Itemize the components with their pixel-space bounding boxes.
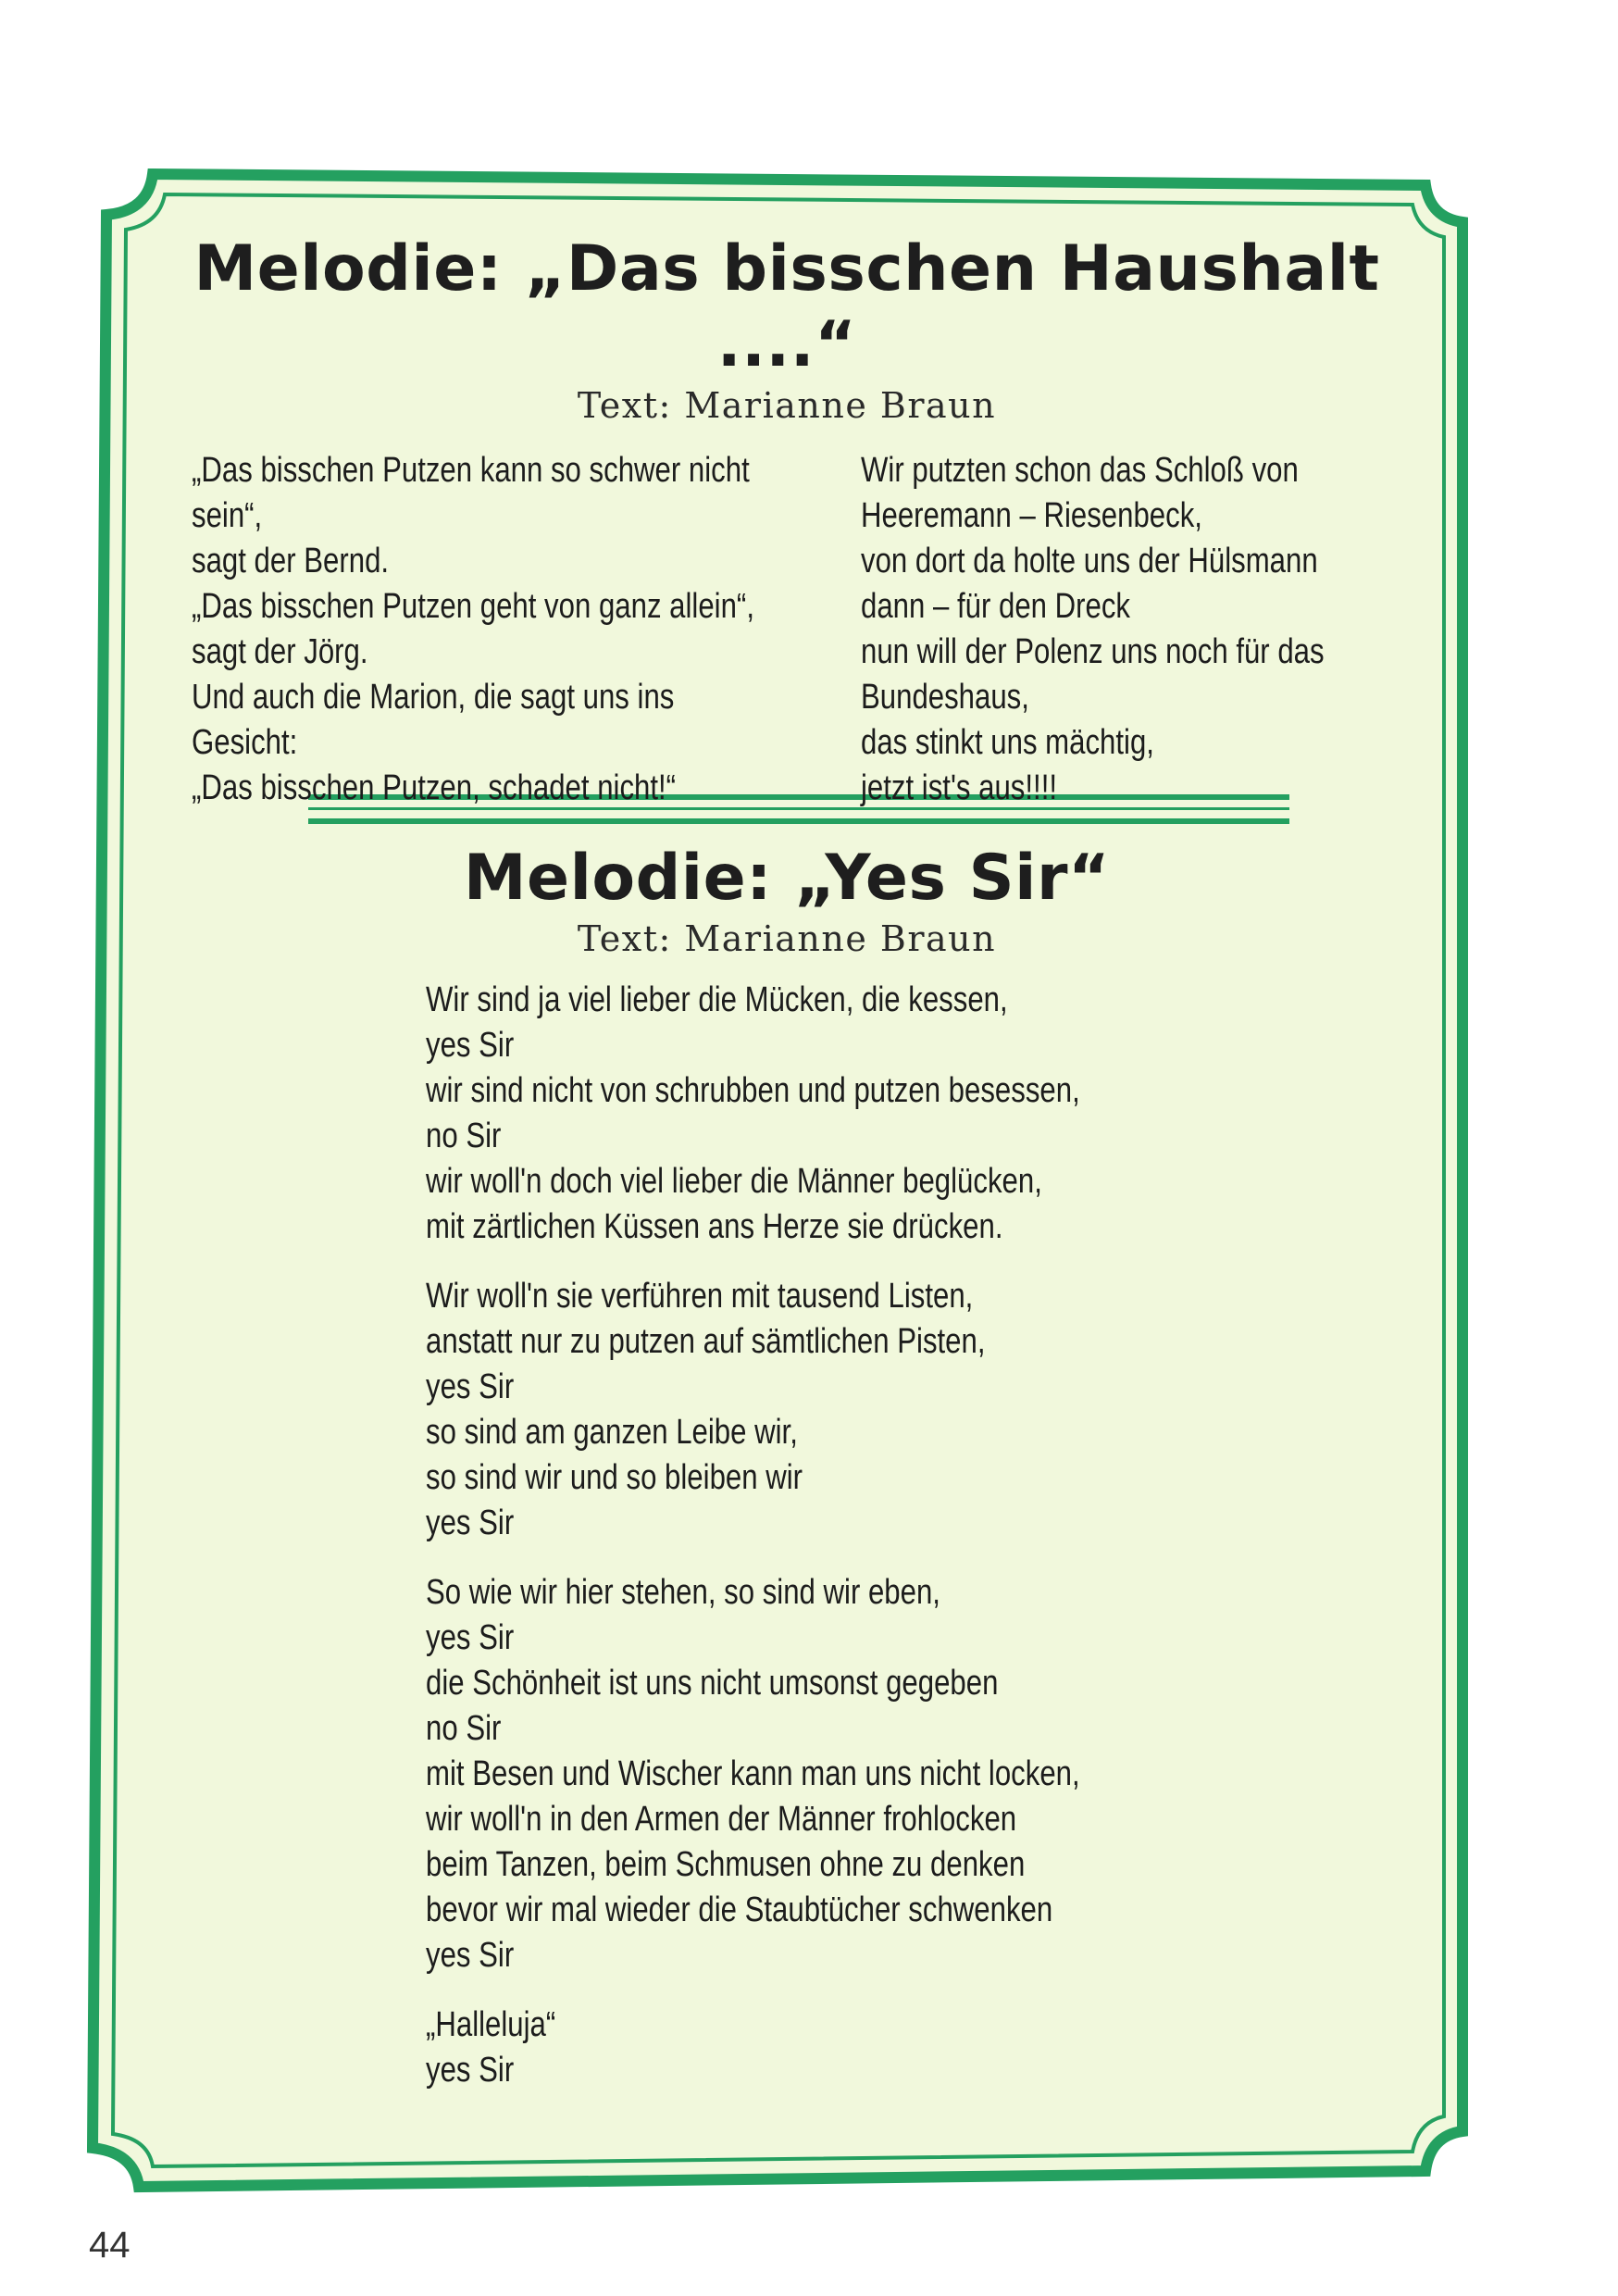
- song-1: [148, 231, 1425, 818]
- verse-line: „Das bisschen Putzen geht von ganz allein“,: [192, 587, 754, 626]
- song-1-author: Text: Marianne Braun: [577, 385, 997, 426]
- song-1-title: Melodie: „Das bisschen Haushalt ....“: [193, 232, 1380, 381]
- verse-line: „Das bisschen Putzen, schadet nicht!“: [192, 768, 677, 807]
- verse-line: no Sir: [426, 1709, 502, 1748]
- verse-line: wir woll'n in den Armen der Männer frohlocken: [426, 1800, 1017, 1839]
- verse-line: Gesicht:: [192, 723, 298, 762]
- verse-line: „Das bisschen Putzen kann so schwer nicht: [192, 451, 750, 490]
- verse-line: mit zärtlichen Küssen ans Herze sie drücken.: [426, 1207, 1003, 1246]
- verse-line: yes Sir: [426, 1026, 515, 1065]
- verse-line: Bundeshaus,: [861, 678, 1029, 717]
- verse-line: so sind wir und so bleiben wir: [426, 1458, 803, 1497]
- verse-line: „Halleluja“: [426, 2005, 556, 2044]
- verse-line: Und auch die Marion, die sagt uns ins: [192, 678, 675, 717]
- verse-line: dann – für den Dreck: [861, 587, 1131, 626]
- verse-line: Heeremann – Riesenbeck,: [861, 496, 1202, 535]
- song-2: [148, 841, 1425, 2090]
- verse-line: anstatt nur zu putzen auf sämtlichen Pisten,: [426, 1322, 986, 1361]
- verse-line: yes Sir: [426, 1618, 515, 1657]
- verse-line: Wir putzten schon das Schloß von: [861, 451, 1299, 490]
- song-2-lyrics: [426, 978, 1224, 2117]
- stanza: [426, 1274, 1224, 1546]
- verse-line: yes Sir: [426, 1367, 515, 1406]
- verse-line: Wir sind ja viel lieber die Mücken, die kessen,: [426, 980, 1008, 1019]
- verse-line: jetzt ist's aus!!!!: [861, 768, 1058, 807]
- song-2-author: Text: Marianne Braun: [577, 918, 997, 959]
- page-number: 44: [89, 2225, 131, 2265]
- stanza: [426, 978, 1224, 1250]
- verse-line: bevor wir mal wieder die Staubtücher schwenken: [426, 1890, 1053, 1929]
- verse-line: so sind am ganzen Leibe wir,: [426, 1413, 798, 1452]
- verse-line: yes Sir: [426, 1936, 515, 1975]
- verse-line: die Schönheit ist uns nicht umsonst gegeben: [426, 1664, 999, 1703]
- song-1-right-column: [861, 448, 1509, 811]
- verse-line: yes Sir: [426, 2051, 515, 2090]
- verse-line: wir woll'n doch viel lieber die Männer beglücken,: [426, 1162, 1042, 1201]
- verse-line: sein“,: [192, 496, 263, 535]
- verse-line: das stinkt uns mächtig,: [861, 723, 1154, 762]
- verse-line: yes Sir: [426, 1504, 515, 1542]
- verse-line: no Sir: [426, 1117, 502, 1155]
- song-2-title: Melodie: „Yes Sir“: [463, 842, 1111, 915]
- verse-line: mit Besen und Wischer kann man uns nicht locken,: [426, 1754, 1080, 1793]
- verse-line: beim Tanzen, beim Schmusen ohne zu denken: [426, 1845, 1026, 1884]
- song-1-columns: [148, 448, 1425, 818]
- stanza: [426, 1570, 1224, 1978]
- verse-line: wir sind nicht von schrubben und putzen besessen,: [426, 1071, 1080, 1110]
- stanza: [426, 2003, 1224, 2093]
- verse-line: So wie wir hier stehen, so sind wir eben,: [426, 1573, 940, 1612]
- verse-line: sagt der Bernd.: [192, 542, 390, 580]
- verse-line: von dort da holte uns der Hülsmann: [861, 542, 1318, 580]
- song-sheet: [148, 231, 1425, 2090]
- verse-line: nun will der Polenz uns noch für das: [861, 632, 1325, 671]
- verse-line: Wir woll'n sie verführen mit tausend Listen,: [426, 1277, 974, 1316]
- song-1-left-column: [192, 448, 840, 811]
- verse-line: sagt der Jörg.: [192, 632, 368, 671]
